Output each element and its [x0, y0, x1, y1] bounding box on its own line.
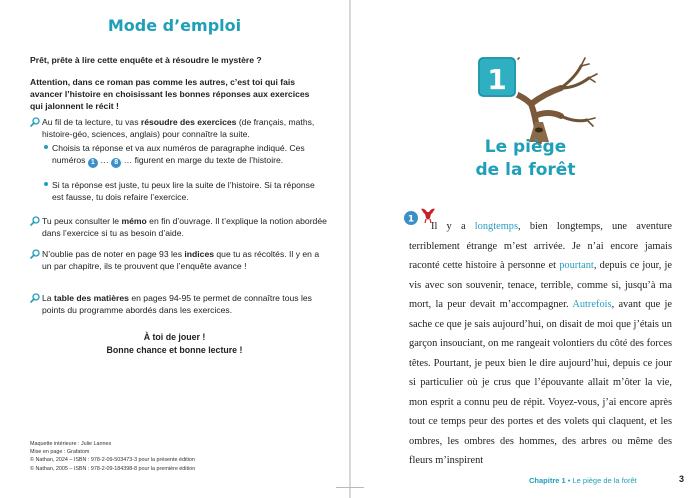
- instr-3-bold: indices: [184, 249, 215, 259]
- instr-4-post: en pages 94-95 te permet de connaître tous les points du programme abordés dans les exercices.: [42, 293, 312, 315]
- chapter-illustration: [469, 42, 609, 144]
- sub-instruction-choose: [44, 142, 324, 168]
- page-footer: [529, 476, 637, 485]
- instr-4-bold: table des matières: [53, 293, 129, 303]
- footer-title: Le piège de la forêt: [572, 476, 637, 485]
- bullet-icon: [44, 182, 48, 186]
- instruction-contents: [30, 292, 330, 316]
- credit-line: © Nathan, 2005 – ISBN : 978-2-09-184398-8 pour la première édition: [30, 465, 196, 472]
- magnifier-icon: [30, 293, 40, 303]
- text-segment: , depuis ce jour, je vis avec son souvenir, tenace, terrible, comme si, jusqu’à ma mort, la peur devait m’accompagner.: [409, 260, 672, 310]
- credit-line: © Nathan, 2024 – ISBN : 978-2-09-503473-3 pour la présente édition: [30, 457, 195, 464]
- closing-line-2: Bonne chance et bonne lecture !: [106, 345, 243, 355]
- closing-line-1: À toi de jouer !: [143, 332, 206, 342]
- instr-2-pre: Tu peux consulter le: [42, 216, 122, 226]
- intro-attention: Attention, dans ce roman pas comme les autres, c’est toi qui fais avancer l’histoire en choisissant les bonnes réponses aux exercices qui jalonnent le récit !: [30, 77, 310, 111]
- instruction-memo: [30, 215, 330, 239]
- instruction-exercises: [30, 116, 330, 140]
- right-page: [351, 0, 700, 498]
- closing-message: [0, 331, 349, 357]
- sub-1-pre: Choisis ta réponse et va aux numéros de paragraphe indiqué. Ces numéros: [52, 143, 305, 165]
- sub-2-text: Si ta réponse est juste, tu peux lire la suite de l’histoire. Si ta réponse est fausse, tu dois refaire l’exercice.: [52, 180, 315, 202]
- left-page: [0, 0, 349, 498]
- body-paragraph: [407, 214, 672, 471]
- page-number: 3: [679, 474, 685, 484]
- instr-3-post: que tu as récoltés. Il y en a un par chapitre, ils te prouvent que l’enquête avance !: [42, 249, 320, 271]
- instr-4-pre: La: [42, 293, 54, 303]
- sub-1-post: … figurent en marge du texte de l’histoire.: [121, 155, 284, 165]
- chapter-title-line-1: Le piège: [484, 137, 567, 157]
- intro-question: Prêt, prête à lire cette enquête et à résoudre le mystère ?: [30, 55, 262, 65]
- magnifier-icon: [30, 216, 40, 226]
- footer-chapter: Chapitre 1: [529, 476, 566, 485]
- sub-1-mid: …: [97, 155, 112, 165]
- vocab-link[interactable]: pourtant: [559, 260, 594, 271]
- instr-1-bold: résoudre des exercices: [140, 117, 237, 127]
- footer-separator: •: [565, 476, 573, 485]
- paragraph-marker-number: 1: [407, 214, 415, 225]
- paragraph-badge: 1: [88, 158, 98, 168]
- vocab-link[interactable]: Autrefois: [572, 299, 612, 310]
- magnifier-icon: [30, 117, 40, 127]
- vocab-link[interactable]: longtemps: [474, 221, 519, 232]
- chapter-body: [407, 214, 672, 471]
- chapter-title-line-2: de la forêt: [475, 160, 576, 180]
- chapter-number: 1: [487, 63, 507, 96]
- instr-2-post: en fin d’ouvrage. Il t’explique la notion abordée dans l’exercice si tu as besoin d’aide.: [42, 216, 327, 238]
- instr-3-pre: N’oublie pas de noter en page 93 les: [42, 249, 185, 259]
- credits: [30, 440, 330, 473]
- text-segment: Il y a: [431, 221, 475, 232]
- text-segment: , bien longtemps, une aventure terriblement étrange m’est arrivée. Je n’ai encore jamais raconté cette histoire à personne et: [409, 221, 672, 271]
- instr-1-post: (de français, maths, histoire-géo, sciences, anglais) pour connaître la suite.: [42, 117, 315, 139]
- credit-line: Maquette intérieure : Julie Lannes: [30, 441, 112, 447]
- instr-2-bold: mémo: [121, 216, 147, 226]
- instr-1-pre: Au fil de ta lecture, tu vas: [42, 117, 141, 127]
- chapter-number-badge: [477, 56, 517, 98]
- credit-line: Mise en page : Grafatom: [30, 449, 90, 456]
- text-segment: , avant que je sache ce que je sais aujourd’hui, on disait de moi que j’étais un garçon insouciant, on me rangeait volontiers du côté des forces têtes. Pourtant, je peux bien le dire aujourd’hui, depuis ce jour si particulier où je crus que l’épouvante allait m’ôter la vie, mon esprit a connu peu de répit. Voyez-vous, j’ai encore après tout ce temps peur des portes et des volets qui claquent, et les ombres, les ombres des hommes, des arbres ou même des fleurs m’inspirent: [409, 299, 672, 466]
- paragraph-badge: 8: [111, 158, 121, 168]
- page-title: Mode d’emploi: [107, 16, 242, 35]
- instruction-clues: [30, 248, 330, 272]
- magnifier-icon: [30, 249, 40, 259]
- bullet-icon: [44, 145, 48, 149]
- sub-instruction-answer: [44, 179, 324, 203]
